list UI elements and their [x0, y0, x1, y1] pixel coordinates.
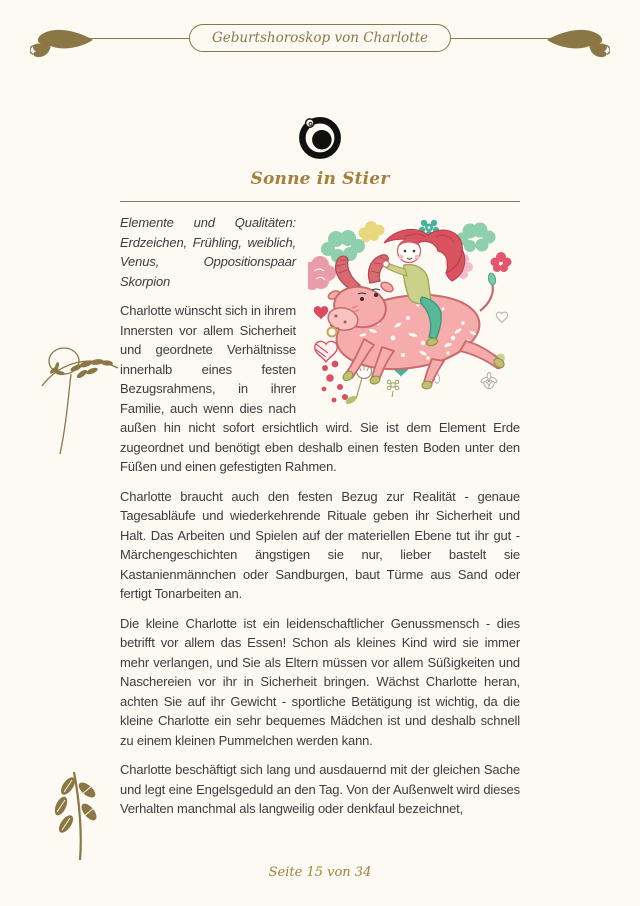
red-puff: [491, 252, 512, 272]
bull-nose-ring: [328, 328, 337, 337]
page-header: [0, 20, 640, 60]
document-title: [189, 24, 451, 52]
flourish-leaf-icon: [546, 26, 610, 60]
doodle-flower-2: [387, 380, 399, 397]
body-paragraph: Charlotte beschäftigt sich lang und ausdauernd mit der gleichen Sache und legt eine Engelsgeduld an den Tag. Von der Außenwelt wird dieses Verhalten manchmal als langweilig oder denkfaul bezeichnet,: [120, 762, 520, 816]
section-heading: Sonne in Stier: [250, 169, 390, 189]
lead-paragraph: Elemente und Qualitäten: Erdzeichen, Frühling, weiblich, Venus, Oppositionspaar Skorpion: [120, 215, 296, 289]
pink-peony: [308, 256, 336, 290]
page-number: Seite 15 von 34: [268, 865, 372, 880]
article-body: [120, 213, 520, 829]
asterisk-flower: [480, 373, 498, 390]
red-dots: [322, 361, 348, 403]
red-heart-small: [314, 306, 329, 319]
body-paragraph: Charlotte braucht auch den festen Bezug zur Realität - genaue Tagesabläufe und wiederkehrende Rituale geben ihr Sicherheit und Halt. Das Arbeiten und Spielen auf der materiellen Ebene tut ihr gut - Märchengeschichten ängstigen sie nur, lieber bastelt sie Kastanienmännchen oder Sandburgen, baut Türme aus Sand oder fertigt Tonarbeiten an.: [120, 488, 520, 601]
document-title-text: Geburtshoroskop von Charlotte: [211, 30, 429, 46]
sun-icon: [294, 111, 346, 168]
leaf-sprig-icon: [46, 764, 108, 862]
body-paragraph: Charlotte wünscht sich in ihrem Innersten vor allem Sicherheit und geordnete Verhältnisse innerhalb eines festen Bezugsrahmens, in ihrer Familie, auch wenn dies nach außen hin nicht sofort ersichtlich wird. Sie ist dem Element Erde zugeordnet und benötigt eben deshalb einen festen Boden unter den Füßen und einen gefestigten Rahmen.: [120, 303, 520, 474]
outline-heart: [496, 312, 507, 322]
section-divider: [120, 201, 520, 202]
cream-cloud: [359, 221, 385, 243]
girl-hand: [383, 261, 389, 267]
flourish-leaf-icon: [30, 26, 94, 60]
body-paragraph: Die kleine Charlotte ist ein leidenschaftlicher Genussmensch - dies betrifft vor allem das Essen! Schon als kleines Kind wird sie immer mehr verlangen, und Sie als Eltern müssen vor allem Süßigkeiten und Naschereien vor ihr in Sicherheit bringen. Wächst Charlotte heran, achten Sie auf ihr Gewicht - sportliche Betätigung ist wichtig, da die kleine Charlotte ein sehr bequemes Mädchen ist und deshalb schnell zu einem kleinen Pummelchen werden kann.: [120, 615, 520, 748]
taurus-illustration: [308, 213, 520, 407]
branch-swirl-icon: [24, 334, 120, 458]
